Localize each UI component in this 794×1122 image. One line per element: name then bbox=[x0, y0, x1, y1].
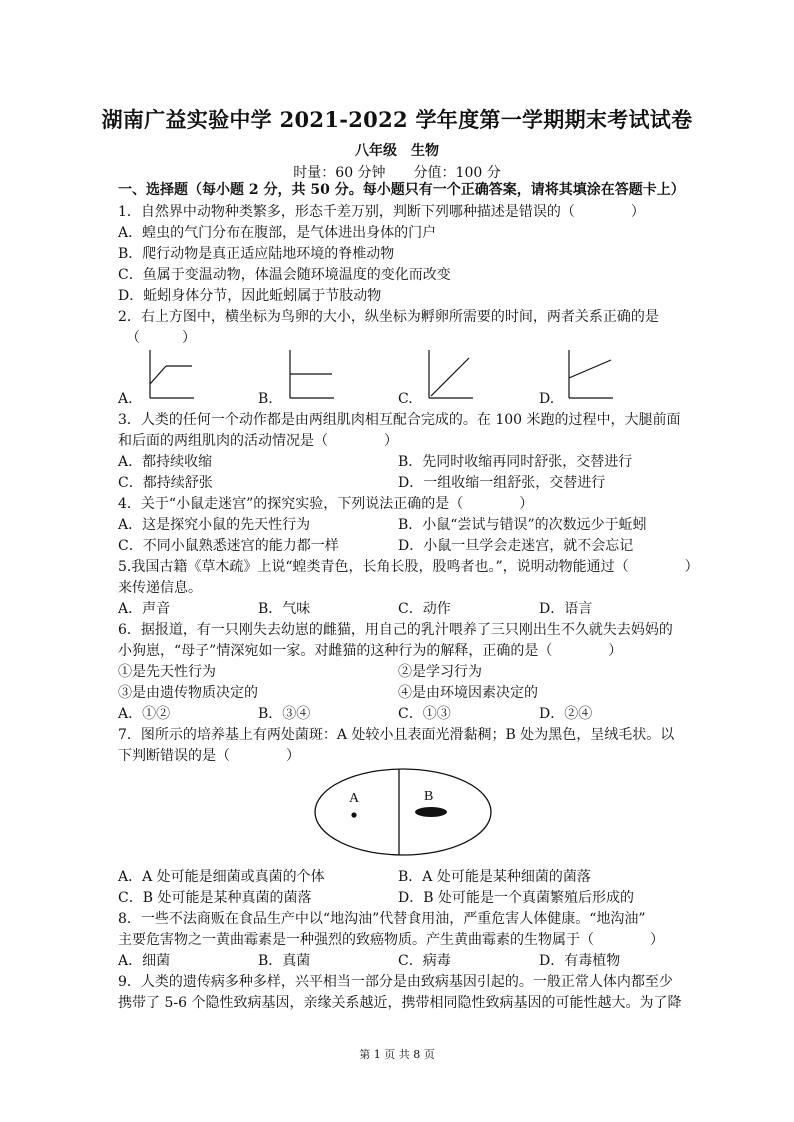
question-5-option-d: D．语言 bbox=[539, 601, 593, 617]
question-4-option-c: C．不同小鼠熟悉迷宫的能力都一样 bbox=[118, 538, 339, 554]
question-6-statement-4: ④是由环境因素决定的 bbox=[398, 685, 538, 701]
question-1-option-b: B．爬行动物是真正适应陆地环境的脊椎动物 bbox=[118, 246, 395, 262]
question-2-option-b: B. bbox=[258, 391, 273, 407]
question-1-stem: 1．自然界中动物种类繁多，形态千差万别，判断下列哪种描述是错误的（ ） bbox=[118, 204, 645, 220]
section-heading: 一、选择题（每小题 2 分，共 50 分。每小题只有一个正确答案，请将其填涂在答题卡上） bbox=[118, 182, 685, 198]
question-4-option-d: D．小鼠一旦学会走迷宫，就不会忘记 bbox=[398, 538, 634, 554]
question-2-stem-line1: 2．右上方图中，横坐标为鸟卵的大小，纵坐标为孵卵所需要的时间，两者关系正确的是 bbox=[118, 309, 659, 325]
grade-subject: 八年级 生物 bbox=[355, 143, 439, 159]
question-7-stem-line1: 7．图所示的培养基上有两处菌斑：A 处较小且表面光滑黏稠；B 处为黑色，呈绒毛状。以 bbox=[118, 727, 675, 743]
question-1-option-a: A．蝗虫的气门分布在腹部，是气体进出身体的门户 bbox=[118, 225, 437, 241]
question-5-option-b: B．气味 bbox=[258, 601, 311, 617]
question-8-stem-line1: 8．一些不法商贩在食品生产中以“地沟油”代替食用油，严重危害人体健康。“地沟油” bbox=[118, 911, 646, 927]
question-3-stem-line2: 和后面的两组肌肉的活动情况是（ ） bbox=[118, 433, 398, 449]
question-5-option-c: C．动作 bbox=[398, 601, 451, 617]
colony-a-dot bbox=[351, 812, 356, 817]
time-score: 时量：60 分钟 分值：100 分 bbox=[293, 165, 501, 181]
question-2-option-a: A. bbox=[118, 391, 133, 407]
question-3-option-a: A．都持续收缩 bbox=[118, 454, 213, 470]
question-2-option-d: D. bbox=[539, 391, 555, 407]
question-8-option-c: C．病毒 bbox=[398, 953, 451, 969]
question-7-option-d: D．B 处可能是一个真菌繁殖后形成的 bbox=[398, 890, 634, 906]
colony-label-b: B bbox=[424, 789, 434, 804]
question-7-option-c: C．B 处可能是某种真菌的菌落 bbox=[118, 890, 312, 906]
question-9-stem-line2: 携带了 5-6 个隐性致病基因，亲缘关系越近，携带相同隐性致病基因的可能性越大。为了降 bbox=[118, 995, 682, 1011]
question-5-option-a: A．声音 bbox=[118, 601, 171, 617]
graph-option-c bbox=[425, 346, 475, 402]
culture-dish-outline bbox=[315, 769, 491, 855]
question-6-option-c: C．①③ bbox=[398, 706, 451, 722]
question-7-option-a: A．A 处可能是细菌或真菌的个体 bbox=[118, 869, 325, 885]
graph-option-a bbox=[146, 346, 196, 402]
question-2-stem-line2: （ ） bbox=[126, 330, 196, 346]
question-3-option-c: C．都持续舒张 bbox=[118, 475, 213, 491]
question-8-option-a: A．细菌 bbox=[118, 953, 171, 969]
question-9-stem-line1: 9．人类的遗传病多种多样，兴平相当一部分是由致病基因引起的。一般正常人体内都至少 bbox=[118, 974, 673, 990]
question-6-option-b: B．③④ bbox=[258, 706, 311, 722]
question-3-stem-line1: 3．人类的任何一个动作都是由两组肌肉相互配合完成的。在 100 米跑的过程中，大腿前面 bbox=[118, 412, 681, 428]
question-8-stem-line2: 主要危害物之一黄曲霉素是一种强烈的致癌物质。产生黄曲霉素的生物属于（ ） bbox=[118, 932, 664, 948]
question-6-statement-1: ①是先天性行为 bbox=[118, 664, 216, 680]
question-4-option-a: A．这是探究小鼠的先天性行为 bbox=[118, 517, 311, 533]
question-6-stem-line1: 6．据报道，有一只刚失去幼崽的雌猫，用自己的乳汁喂养了三只刚出生不久就失去妈妈的 bbox=[118, 622, 673, 638]
question-3-option-b: B．先同时收缩再同时舒张，交替进行 bbox=[398, 454, 633, 470]
graph-option-d bbox=[565, 346, 615, 402]
question-8-option-b: B．真菌 bbox=[258, 953, 311, 969]
question-6-stem-line2: 小狗崽，“母子”情深宛如一家。对雌猫的这种行为的解释，正确的是（ ） bbox=[118, 643, 623, 659]
question-6-option-a: A．①② bbox=[118, 706, 171, 722]
culture-dish-diagram bbox=[313, 767, 493, 861]
question-8-option-d: D．有毒植物 bbox=[539, 953, 621, 969]
question-6-statement-3: ③是由遗传物质决定的 bbox=[118, 685, 258, 701]
question-5-stem-line2: 来传递信息。 bbox=[118, 580, 202, 596]
question-5-stem-line1: 5.我国古籍《草木疏》上说“蝗类青色，长角长股，股鸣者也。”，说明动物能通过（ ） bbox=[118, 559, 699, 575]
question-4-option-b: B．小鼠“尝试与错误”的次数远少于蚯蚓 bbox=[398, 517, 647, 533]
question-7-stem-line2: 下判断错误的是（ ） bbox=[118, 748, 300, 764]
question-7-option-b: B．A 处可能是某种细菌的菌落 bbox=[398, 869, 591, 885]
page-footer: 第 1 页 共 8 页 bbox=[359, 1048, 435, 1061]
colony-b-patch bbox=[415, 807, 447, 817]
colony-label-a: A bbox=[349, 791, 360, 806]
question-3-option-d: D．一组收缩一组舒张，交替进行 bbox=[398, 475, 606, 491]
question-2-option-c: C. bbox=[398, 391, 413, 407]
question-6-statement-2: ②是学习行为 bbox=[398, 664, 482, 680]
question-1-option-d: D．蚯蚓身体分节，因此蚯蚓属于节肢动物 bbox=[118, 288, 382, 304]
exam-title: 湖南广益实验中学 2021-2022 学年度第一学期期末考试试卷 bbox=[101, 107, 693, 132]
graph-option-b bbox=[286, 346, 336, 402]
question-6-option-d: D．②④ bbox=[539, 706, 593, 722]
question-1-option-c: C．鱼属于变温动物，体温会随环境温度的变化而改变 bbox=[118, 267, 451, 283]
question-4-stem: 4．关于“小鼠走迷宫”的探究实验，下列说法正确的是（ ） bbox=[118, 496, 534, 512]
